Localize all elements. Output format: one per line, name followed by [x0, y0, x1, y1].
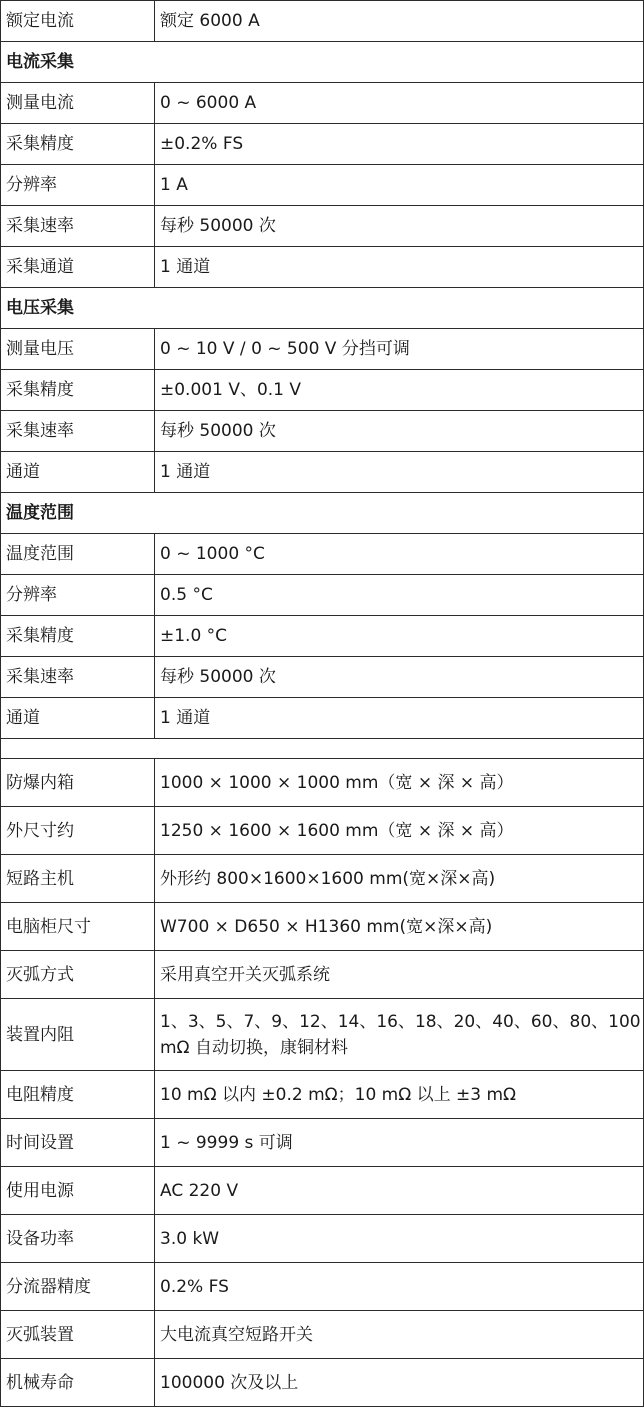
spec-value: AC 220 V	[155, 1167, 644, 1215]
section-title: 温度范围	[1, 493, 644, 534]
spec-value: 0 ~ 1000 °C	[155, 534, 644, 575]
spec-row	[1, 411, 644, 452]
spec-value: 外形约 800×1600×1600 mm(宽×深×高)	[155, 855, 644, 903]
spec-label: 测量电压	[1, 329, 155, 370]
spec-row	[1, 657, 644, 698]
spec-value: 1 A	[155, 165, 644, 206]
spec-row	[1, 1071, 644, 1119]
spec-value: 每秒 50000 次	[155, 411, 644, 452]
spec-row	[1, 616, 644, 657]
spec-value: 大电流真空短路开关	[155, 1311, 644, 1359]
spec-label: 采集通道	[1, 247, 155, 288]
spec-label: 测量电流	[1, 83, 155, 124]
spec-row	[1, 999, 644, 1071]
spec-label: 电阻精度	[1, 1071, 155, 1119]
spec-value: 1、3、5、7、9、12、14、16、18、20、40、60、80、100 mΩ 自动切换，康铜材料	[155, 999, 644, 1071]
spec-value: ±0.2% FS	[155, 124, 644, 165]
spec-table-body	[1, 1, 644, 1407]
spec-label: 分辨率	[1, 575, 155, 616]
spec-label: 装置内阻	[1, 999, 155, 1071]
spec-value: 10 mΩ 以内 ±0.2 mΩ；10 mΩ 以上 ±3 mΩ	[155, 1071, 644, 1119]
section-header-row	[1, 493, 644, 534]
spec-label: 通道	[1, 698, 155, 739]
spec-row	[1, 951, 644, 999]
spec-label: 外尺寸约	[1, 807, 155, 855]
section-title: 电流采集	[1, 42, 644, 83]
spec-value: 100000 次及以上	[155, 1359, 644, 1407]
spec-value: 0.5 °C	[155, 575, 644, 616]
spec-row	[1, 698, 644, 739]
section-title: 电压采集	[1, 288, 644, 329]
spec-value: 1 通道	[155, 247, 644, 288]
spec-value: 1 ~ 9999 s 可调	[155, 1119, 644, 1167]
spec-label: 采集精度	[1, 370, 155, 411]
spec-label: 使用电源	[1, 1167, 155, 1215]
spec-row	[1, 1311, 644, 1359]
blank-separator-row	[1, 739, 644, 759]
spec-value: 0.2% FS	[155, 1263, 644, 1311]
spec-row	[1, 1167, 644, 1215]
spec-row	[1, 855, 644, 903]
spec-value: 1250 × 1600 × 1600 mm（宽 × 深 × 高）	[155, 807, 644, 855]
spec-value: ±1.0 °C	[155, 616, 644, 657]
spec-label: 采集精度	[1, 124, 155, 165]
spec-row	[1, 165, 644, 206]
spec-row	[1, 124, 644, 165]
spec-label: 分流器精度	[1, 1263, 155, 1311]
spec-value: 0 ~ 10 V / 0 ~ 500 V 分挡可调	[155, 329, 644, 370]
blank-cell	[1, 739, 644, 759]
spec-row	[1, 206, 644, 247]
spec-row	[1, 903, 644, 951]
spec-label: 通道	[1, 452, 155, 493]
spec-row	[1, 83, 644, 124]
spec-label: 时间设置	[1, 1119, 155, 1167]
spec-value: 采用真空开关灭弧系统	[155, 951, 644, 999]
spec-row	[1, 1359, 644, 1407]
spec-value: 每秒 50000 次	[155, 657, 644, 698]
spec-label: 采集精度	[1, 616, 155, 657]
spec-row	[1, 370, 644, 411]
spec-row	[1, 247, 644, 288]
spec-label: 采集速率	[1, 206, 155, 247]
spec-row	[1, 1, 644, 42]
spec-label: 温度范围	[1, 534, 155, 575]
spec-label: 灭弧方式	[1, 951, 155, 999]
spec-row	[1, 807, 644, 855]
section-header-row	[1, 288, 644, 329]
spec-row	[1, 452, 644, 493]
spec-row	[1, 329, 644, 370]
spec-row	[1, 534, 644, 575]
spec-row	[1, 1215, 644, 1263]
spec-value: 每秒 50000 次	[155, 206, 644, 247]
spec-label: 额定电流	[1, 1, 155, 42]
spec-row	[1, 575, 644, 616]
section-header-row	[1, 42, 644, 83]
spec-label: 防爆内箱	[1, 759, 155, 807]
spec-value: 1000 × 1000 × 1000 mm（宽 × 深 × 高）	[155, 759, 644, 807]
spec-label: 采集速率	[1, 411, 155, 452]
spec-label: 设备功率	[1, 1215, 155, 1263]
spec-value: 0 ~ 6000 A	[155, 83, 644, 124]
spec-label: 灭弧装置	[1, 1311, 155, 1359]
spec-value: 额定 6000 A	[155, 1, 644, 42]
spec-label: 机械寿命	[1, 1359, 155, 1407]
spec-row	[1, 1119, 644, 1167]
spec-label: 电脑柜尺寸	[1, 903, 155, 951]
spec-value: ±0.001 V、0.1 V	[155, 370, 644, 411]
spec-label: 采集速率	[1, 657, 155, 698]
spec-value: W700 × D650 × H1360 mm(宽×深×高)	[155, 903, 644, 951]
spec-value: 1 通道	[155, 452, 644, 493]
spec-value: 3.0 kW	[155, 1215, 644, 1263]
spec-label: 短路主机	[1, 855, 155, 903]
spec-value: 1 通道	[155, 698, 644, 739]
spec-label: 分辨率	[1, 165, 155, 206]
spec-row	[1, 1263, 644, 1311]
spec-row	[1, 759, 644, 807]
